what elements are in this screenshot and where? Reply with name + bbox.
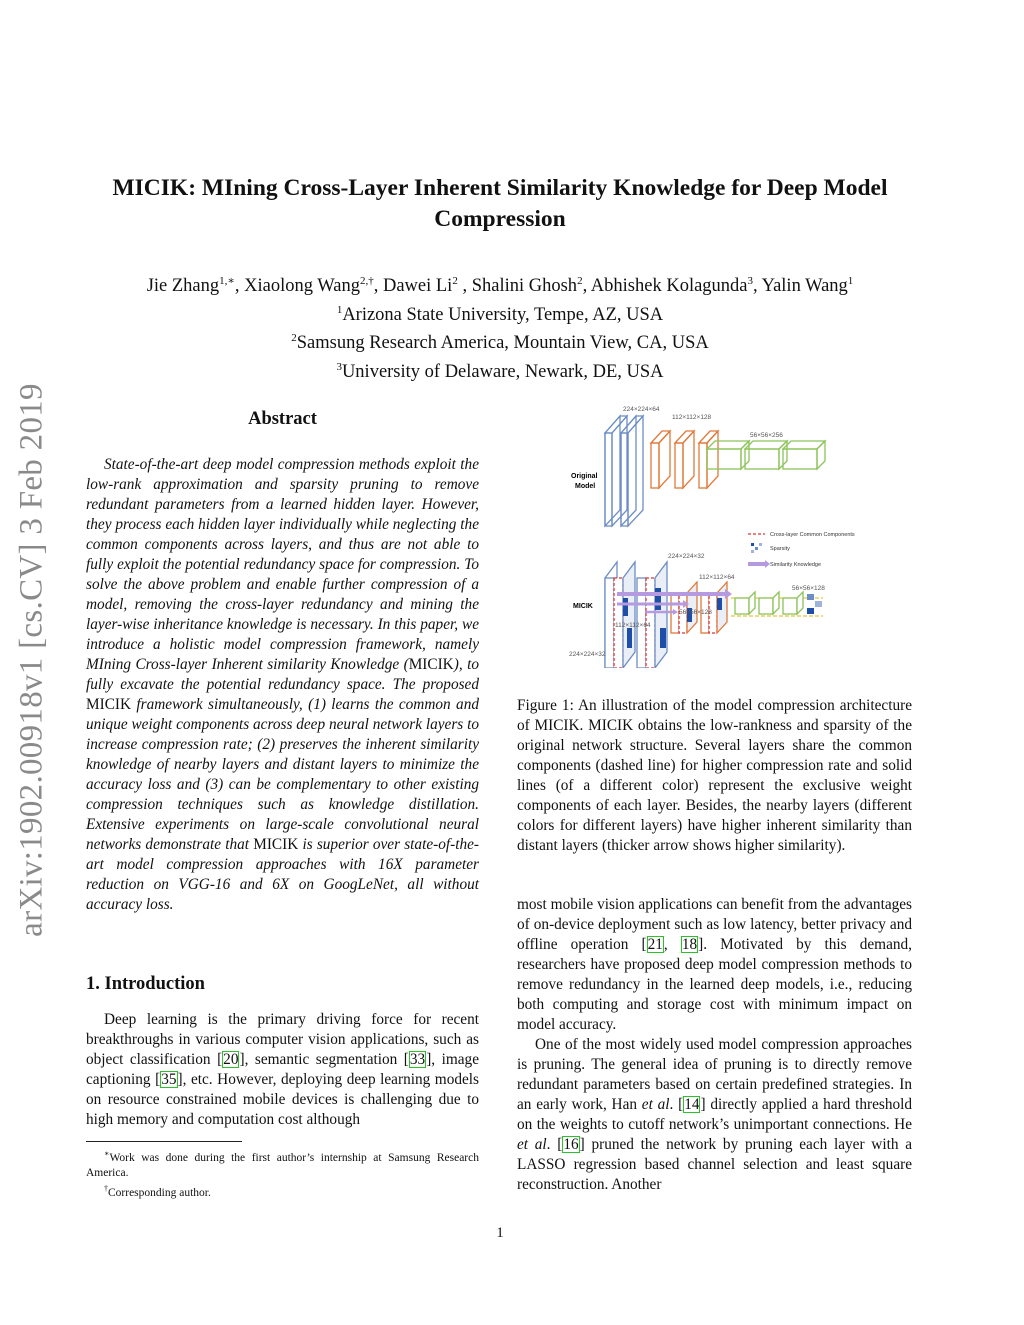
dimension-label: 56×56×128 [792, 585, 825, 592]
micik-layer-orange [671, 582, 727, 633]
citation-link[interactable]: 33 [409, 1051, 426, 1068]
introduction-text: Deep learning is the primary driving force for recent breakthroughs in various computer vision applications, such as object classification [20], semantic segmentation [33], image captioning [35], etc. However, deploying deep learning models on resource constrained mobile devices is challenging due to high memory and computation cost although [86, 1011, 479, 1128]
introduction-text-continued: most mobile vision applications can benefit from the advantages of on-device deployment such as low latency, better privacy and offline operation [21, 18]. Motivated by this demand, researchers have proposed deep model compression methods to remove redundancy in the learned deep models, i.e., reducing both computing and storage cost with minimum impact on model accuracy. One of the most widely used model compression approaches is pruning. The general idea of pruning is to directly remove redundant parameters based on certain predefined strategies. In an early work, Han et al. [14] directly applied a hard threshold on the weights to cutoff network’s unimportant connections. He et al. [16] pruned the network by pruning each layer with a LASSO regression based channel selection and least square reconstruction. Another [517, 896, 913, 1193]
original-layer-orange [651, 431, 718, 488]
citation-link[interactable]: 14 [684, 1096, 700, 1113]
author-block [80, 270, 920, 385]
affiliation: $^3$University of Delaware, Newark, DE, USA [336, 360, 664, 383]
micik-layer-blue [605, 562, 667, 668]
page-number: 1 [496, 1225, 504, 1241]
original-model-label: Original [571, 473, 598, 480]
micik-layer-green [731, 592, 823, 616]
dimension-label: 224×224×32 [668, 553, 705, 560]
dimension-label: 224×224×32 [569, 651, 606, 658]
dimension-label: 56×56×256 [750, 432, 783, 439]
figure-1-diagram [565, 398, 915, 668]
dimension-label: 112×112×64 [615, 622, 651, 629]
figure-legend [748, 532, 855, 568]
section-heading-introduction: 1. Introduction [86, 974, 205, 994]
legend-sparsity-label: Sparsity [770, 546, 790, 552]
original-layer-green [707, 441, 825, 469]
micik-model-label: MICIK [573, 603, 593, 610]
original-layer-blue [605, 416, 643, 526]
arxiv-identifier: arXiv:1902.00918v1 [cs.CV] 3 Feb 2019 [13, 383, 50, 937]
legend-common-label: Cross-layer Common Components [770, 532, 855, 538]
footnote-rule [86, 1141, 242, 1142]
architecture-diagram [565, 398, 915, 668]
footnotes [86, 1146, 479, 1201]
abstract-heading: Abstract [248, 409, 317, 429]
dimension-label: 112×112×128 [672, 414, 712, 421]
affiliation: $^1$Arizona State University, Tempe, AZ, USA [336, 303, 664, 325]
footnote: †Corresponding author. [104, 1183, 211, 1199]
citation-link[interactable]: 35 [161, 1071, 177, 1088]
citation-link[interactable]: 16 [563, 1136, 579, 1153]
author-line: Jie Zhang$^{1,∗}$, Xiaolong Wang$^{2,\dagger}$, Dawei Li$^2$ , Shalini Ghosh$^2$, Abhishek Kolagunda$^3$, Yalin Wang$^1$ [146, 275, 854, 297]
paper-title: MICIK: MIning Cross-Layer Inherent Similarity Knowledge for Deep Model Compression [112, 175, 888, 232]
legend-similarity-label: Similarity Knowledge [770, 562, 822, 568]
figure-1-caption: Figure 1: An illustration of the model compression architecture of MICIK. MICIK obtains the low-rankness and sparsity of the original network structure. Several layers share the common components (dashed line) for higher compression rate and solid lines (of a different color) represent the exclusive weight components of each layer. Besides, the nearby layers (different colors for different layers) have higher inherent similarity than distant layers (thicker arrow shows higher similarity). [517, 697, 912, 854]
affiliation: $^2$Samsung Research America, Mountain View, CA, USA [291, 332, 709, 354]
citation-link[interactable]: 21 [647, 936, 663, 953]
original-model-label: Model [575, 483, 596, 490]
citation-link[interactable]: 18 [681, 936, 698, 953]
abstract-text: State-of-the-art deep model compression methods exploit the low-rank approximation and sparsity pruning to remove redundant parameters from a learned hidden layer. However, they process each hidden layer individually while neglecting the common components across layers, and thus are not able to fully exploit the potential redundancy space for compression. To solve the above problem and enable further compression of a model, removing the cross-layer redundancy and mining the layer-wise inheritance knowledge is necessary. In this paper, we introduce a holistic model compression framework, namely MIning Cross-layer Inherent similarity Knowledge (MICIK), to fully excavate the potential redundancy space. The proposed MICIK framework simultaneously, (1) learns the common and unique weight components across deep neural network layers to increase compression rate; (2) preserves the inherent similarity knowledge of nearby layers and distant layers to minimize the accuracy loss and (3) can be complementary to other existing compression techniques such as knowledge distillation. Extensive experiments on large-scale convolutional neural networks demonstrate that MICIK is superior over state-of-the-art model compression approaches with 16X parameter reduction on VGG-16 and 6X on GoogLeNet, all without accuracy loss. [86, 456, 479, 913]
footnote: ∗Work was done during the first author’s internship at Samsung Research America. [86, 1149, 479, 1179]
dimension-label: 112×112×64 [699, 574, 735, 581]
dimension-label: 224×224×64 [623, 406, 660, 413]
citation-link[interactable]: 20 [223, 1051, 239, 1068]
dimension-label: 56×56×128 [679, 609, 712, 616]
